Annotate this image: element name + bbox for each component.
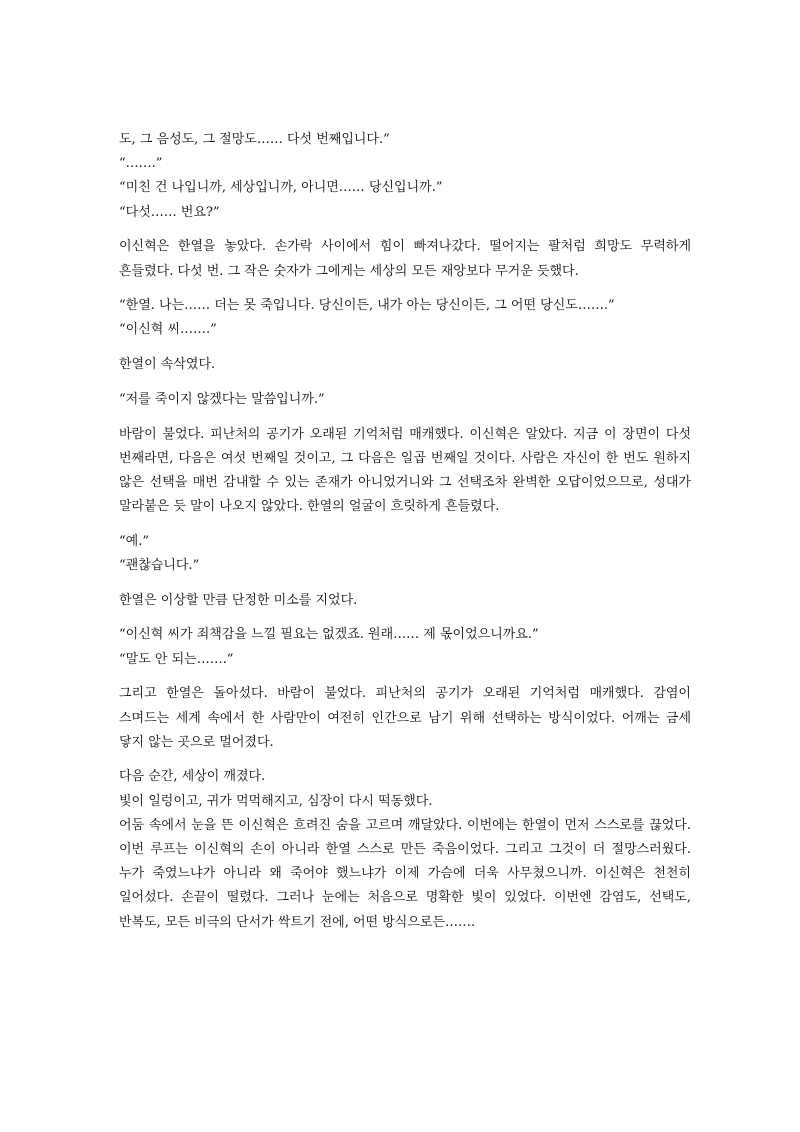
document-body: [119, 128, 691, 935]
text-line: “괜찮습니다.”: [119, 558, 200, 574]
text-line: “저를 죽이지 않겠다는 말씀입니까.”: [119, 391, 325, 407]
text-line: “이신혁 씨가 죄책감을 느낄 필요는 없겠죠. 원래…… 제 몫이었으니까요.”: [119, 627, 539, 643]
paragraph-spacer: [119, 343, 691, 354]
paragraph-spacer: [119, 519, 691, 530]
paragraph-spacer: [119, 755, 691, 766]
paragraph-spacer: [119, 578, 691, 589]
body-paragraph: 이신혁은 한열을 놓았다. 손가락 사이에서 힘이 빠져나갔다. 떨어지는 팔처럼 희망도 무력하게 흔들렸다. 다섯 번. 그 작은 숫자가 그에게는 세상의 모든 재앙보다 무거운 듯했다.: [119, 239, 691, 279]
text-line: “한열. 나는…… 더는 못 죽입니다. 당신이든, 내가 아는 당신이든, 그 어떤 당신도…….”: [119, 298, 615, 314]
paragraph-spacer: [119, 412, 691, 423]
text-line: “…….”: [119, 156, 163, 172]
body-paragraph: 바람이 불었다. 피난처의 공기가 오래된 기억처럼 매캐했다. 이신혁은 알았다. 지금 이 장면이 다섯 번째라면, 다음은 여섯 번째일 것이고, 그 다음은 일곱 번째일 것이다. 사람은 자신이 한 번도 원하지 않은 선택을 매번 감내할 수 있는 존재가 아니었거니와 그 선택조차 완벽한 오답이었으므로, 성대가 말라붙은 듯 말이 나오지 않았다. 한열의 얼굴이 흐릿하게 흔들렸다.: [119, 426, 691, 515]
paragraph-spacer: [119, 377, 691, 388]
text-line: 도, 그 음성도, 그 절망도…… 다섯 번째입니다.”: [119, 132, 390, 147]
body-paragraph: 어둠 속에서 눈을 뜬 이신혁은 흐려진 숨을 고르며 깨달았다. 이번에는 한열이 먼저 스스로를 끊었다. 이번 루프는 이신혁의 손이 아니라 한열 스스로 만든 죽음이었다. 그리고 그것이 더 절망스러웠다. 누가 죽였느냐가 아니라 왜 죽어야 했느냐가 이제 가슴에 더욱 사무쳤으니까. 이신혁은 천천히 일어섰다. 손끝이 떨렸다. 그러나 눈에는 처음으로 명확한 빛이 있었다. 이번엔 감염도, 선택도, 반복도, 모든 비극의 단서가 싹트기 전에, 어떤 방식으로든…….: [119, 817, 691, 930]
text-line: “말도 안 되는…….”: [119, 651, 234, 667]
paragraph-spacer: [119, 613, 691, 624]
text-line: 빛이 일렁이고, 귀가 먹먹해지고, 심장이 다시 떡동했다.: [119, 793, 433, 809]
text-line: 다음 순간, 세상이 깨졌다.: [119, 769, 266, 785]
text-line: 한열은 이상할 만큼 단정한 미소를 지었다.: [119, 592, 358, 608]
paragraph-spacer: [119, 225, 691, 236]
paragraph-spacer: [119, 284, 691, 295]
text-line: 한열이 속삭였다.: [119, 357, 216, 373]
body-paragraph: 그리고 한열은 돌아섰다. 바람이 불었다. 피난처의 공기가 오래된 기억처럼 매캐했다. 감염이 스며드는 세계 속에서 한 사람만이 여전히 인간으로 남기 위해 선택하는 방식이었다. 어깨는 금세 닿지 않는 곳으로 멀어졌다.: [119, 686, 691, 750]
paragraph-spacer: [119, 672, 691, 683]
text-line: “이신혁 씨…….”: [119, 322, 217, 338]
text-line: “예.”: [119, 533, 149, 549]
text-line: “다섯…… 번요?”: [119, 204, 220, 220]
text-line: “미친 건 나입니까, 세상입니까, 아니면…… 당신입니까.”: [119, 180, 443, 196]
